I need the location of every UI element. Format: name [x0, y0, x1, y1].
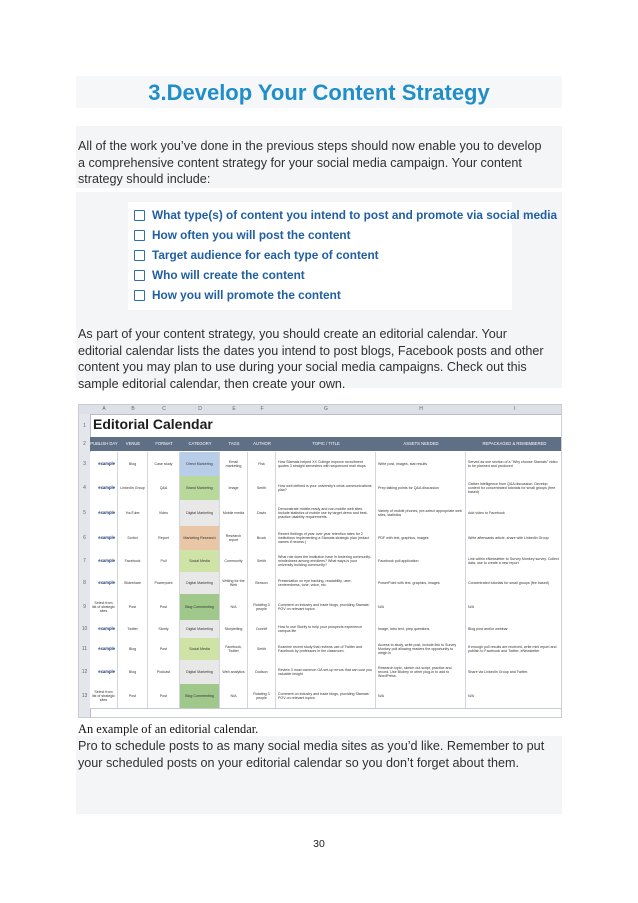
cell-format: Powerpoint: [148, 572, 180, 594]
cell-day: Select from list of strategic sites: [90, 594, 118, 620]
header-cell: FORMAT: [155, 441, 173, 446]
cell-assets: Facebook poll application: [376, 550, 466, 572]
cell-tags: Email marketing: [220, 452, 248, 476]
cell-author: Davis: [248, 500, 276, 526]
editorial-calendar-spreadsheet: [78, 404, 562, 718]
cell-venue: Blog: [118, 638, 148, 660]
column-letter: H: [419, 406, 423, 412]
cell-venue: Blog: [118, 660, 148, 684]
cell-topic: How Stamats helped XX College improve recruitment quotes 3 straight semesters with sequenced mail drops: [276, 452, 376, 476]
section-heading: 3.Develop Your Content Strategy: [76, 76, 562, 108]
row-number: 12: [81, 669, 88, 675]
cell-format: Video: [148, 500, 180, 526]
cell-tags: Community: [220, 550, 248, 572]
row-number: 8: [83, 580, 86, 586]
page-number: 30: [313, 838, 325, 850]
cell-tags: N/A: [220, 684, 248, 708]
cell-topic: How to use Storify to help your prospects experience campus life: [276, 620, 376, 638]
cell-topic: How well defined is your university's crisis communications plan?: [276, 476, 376, 500]
spreadsheet-title: Editorial Calendar: [93, 416, 213, 432]
cell-tags: Image: [220, 476, 248, 500]
column-letter: G: [324, 406, 328, 412]
cell-assets: Write post, images, stat results: [376, 452, 466, 476]
cell-assets: Prep talking points for Q&A discussion: [376, 476, 466, 500]
table-row: [90, 638, 562, 661]
cell-topic: Comment on industry and trade blogs, providing Stamats' POV on relevant topics: [276, 594, 376, 620]
table-row: [90, 684, 562, 709]
table-row: [90, 500, 562, 527]
checkbox-icon: [134, 290, 145, 301]
cell-repackaged: Share via LinkedIn Group and Twitter.: [466, 660, 562, 684]
row-number: 13: [81, 693, 88, 699]
cell-venue: Twitter: [118, 620, 148, 638]
cell-category: Digital Marketing: [180, 500, 220, 526]
header-cell: PUBLISH DAY: [90, 441, 118, 446]
cell-venue: YouTube: [118, 500, 148, 526]
row-number: 11: [81, 646, 88, 652]
cell-topic: Review 3 most common GA set-up errors that can cost you valuable insight: [276, 660, 376, 684]
row-number: 4: [83, 485, 86, 491]
cell-venue: Blog: [118, 452, 148, 476]
checklist-item-text: How you will promote the content: [152, 288, 341, 302]
cell-day: example: [90, 526, 118, 550]
cell-venue: Post: [118, 594, 148, 620]
cell-category: Social Media: [180, 550, 220, 572]
cell-venue: Scribd: [118, 526, 148, 550]
column-header-row: [79, 405, 562, 415]
editorial-paragraph: As part of your content strategy, you should create an editorial calendar. Your editorial calendar lists the dates you intend to post blogs, Facebook posts and other content you may plan to use during your social media campaigns. Check out this sample editorial calendar, then create your own.: [78, 327, 544, 391]
checklist-item: [134, 246, 379, 264]
cell-tags: Web analytics: [220, 660, 248, 684]
cell-venue: Slideshare: [118, 572, 148, 594]
cell-format: Post: [148, 684, 180, 708]
table-row: [90, 594, 562, 621]
cell-tags: Writing for the Web: [220, 572, 248, 594]
row-number: 10: [81, 626, 88, 632]
spreadsheet-header-row: [90, 437, 562, 451]
checklist-item: [134, 206, 557, 224]
cell-repackaged: Gather intelligence from Q&A discussion. Develop content for concentrated tutorials for small groups (free based): [466, 476, 562, 500]
cell-topic: Presentation on eye tracking, readability, user-centeredness, tone, voice, etc.: [276, 572, 376, 594]
checkbox-icon: [134, 270, 145, 281]
checklist-item: [134, 226, 351, 244]
cell-assets: PowerPoint with text, graphics, images: [376, 572, 466, 594]
cell-tags: Facebook, Twitter: [220, 638, 248, 660]
cell-format: Report: [148, 526, 180, 550]
cell-format: Poll: [148, 550, 180, 572]
header-cell: TOPIC / TITLE: [312, 441, 340, 446]
checklist-item-text: Who will create the content: [152, 268, 305, 282]
cell-repackaged: N/A: [466, 594, 562, 620]
checklist-item: [134, 266, 305, 284]
cell-assets: Image, intro text, prep questions: [376, 620, 466, 638]
cell-format: Podcast: [148, 660, 180, 684]
cell-assets: N/A: [376, 684, 466, 708]
cell-day: example: [90, 620, 118, 638]
cell-day: example: [90, 638, 118, 660]
cell-repackaged: N/A: [466, 684, 562, 708]
cell-format: Storify: [148, 620, 180, 638]
cell-category: Digital Marketing: [180, 620, 220, 638]
cell-assets: Variety of mobile phones, pre-select appropriate web sites, statistics: [376, 500, 466, 526]
column-letter: E: [232, 406, 236, 412]
cell-repackaged: Write afterwards article, share with LinkedIn Group: [466, 526, 562, 550]
cell-author: Smith: [248, 476, 276, 500]
header-cell: CATEGORY: [188, 441, 212, 446]
cell-assets: Research topic, sketch out script, practice and record. Use Blubrry or other plug-in to add to WordPress.: [376, 660, 466, 684]
cell-format: Post: [148, 638, 180, 660]
cell-author: Benson: [248, 572, 276, 594]
header-cell: AUTHOR: [253, 441, 271, 446]
cell-topic: Comment on industry and trade blogs, providing Stamats' POV on relevant topics: [276, 684, 376, 708]
cell-category: Marketing Research: [180, 526, 220, 550]
cell-category: Brand Marketing: [180, 476, 220, 500]
intro-paragraph: All of the work you’ve done in the previous steps should now enable you to develop a comprehensive content strategy for your social media campaign. Your content strategy should include:: [78, 139, 542, 187]
row-number: 3: [83, 461, 86, 467]
cell-venue: LinkedIn Group: [118, 476, 148, 500]
column-letter: A: [102, 406, 106, 412]
cell-topic: What role does the institution have in fostering community-mindedness among enrollees? What ways is your university building community?: [276, 550, 376, 572]
cell-tags: Research report: [220, 526, 248, 550]
cell-tags: Storytelling: [220, 620, 248, 638]
checklist-item-text: What type(s) of content you intend to post and promote via social media: [152, 208, 558, 222]
cell-topic: Examine recent study that reviews use of Twitter and Facebook by professors in the classroom.: [276, 638, 376, 660]
cell-author: Smith: [248, 550, 276, 572]
cell-format: Post: [148, 594, 180, 620]
cell-day: example: [90, 500, 118, 526]
column-letter: D: [198, 406, 202, 412]
table-row: [90, 572, 562, 595]
figure-caption: An example of an editorial calendar.: [78, 722, 259, 736]
cell-day: example: [90, 572, 118, 594]
cell-day: example: [90, 550, 118, 572]
cell-repackaged: Concentrated tutorials for small groups (fee based): [466, 572, 562, 594]
cell-day: example: [90, 660, 118, 684]
row-number: 2: [83, 441, 86, 447]
table-row: [90, 452, 562, 477]
cell-repackaged: Served as one section of a "Why choose Stamats" video to be planned and produced: [466, 452, 562, 476]
cell-author: Fisk: [248, 452, 276, 476]
table-row: [90, 660, 562, 685]
column-letter: I: [513, 406, 516, 412]
cell-author: Cunniff: [248, 620, 276, 638]
row-number: 7: [83, 558, 86, 564]
cell-author: Dodson: [248, 660, 276, 684]
cell-category: Blog Commenting: [180, 684, 220, 708]
cell-category: Digital Marketing: [180, 572, 220, 594]
checklist-item-text: How often you will post the content: [152, 228, 351, 242]
cell-venue: Facebook: [118, 550, 148, 572]
cell-author: Rotating 3 people: [248, 684, 276, 708]
cell-day: Select from list of strategic sites: [90, 684, 118, 708]
checkbox-icon: [134, 210, 145, 221]
row-number: 5: [83, 510, 86, 516]
cell-repackaged: Link within eNewsletter to Survey Monkey survey. Collect data, use to create a new report: [466, 550, 562, 572]
column-letter: C: [162, 406, 166, 412]
cell-author: Brock: [248, 526, 276, 550]
cell-author: Smith: [248, 638, 276, 660]
column-letter: B: [131, 406, 135, 412]
cell-category: Direct Marketing: [180, 452, 220, 476]
header-cell: VENUE: [125, 441, 141, 446]
header-cell: TAGS: [228, 441, 240, 446]
cell-day: example: [90, 452, 118, 476]
checklist-image: [128, 202, 558, 310]
cell-format: Q&A: [148, 476, 180, 500]
cell-author: Rotating 3 people: [248, 594, 276, 620]
cell-tags: Mobile media: [220, 500, 248, 526]
table-row: [90, 620, 562, 639]
cell-topic: Recent findings of year over year retention rates for 2 institutions implementing a Stamats strategic plan (redact names if necess.): [276, 526, 376, 550]
cell-category: Blog Commenting: [180, 594, 220, 620]
header-cell: REPACKAGED & REMEMBERED: [482, 441, 547, 446]
table-row: [90, 550, 562, 573]
cell-repackaged: If enough poll results are received, write mini report and publish to Facebook and Twitter, eNewsletter: [466, 638, 562, 660]
cell-category: Social Media: [180, 638, 220, 660]
cell-assets: Access to study, write post, include link to Survey Monkey poll allowing readers the opportunity to weigh in: [376, 638, 466, 660]
checklist-item: [134, 286, 341, 304]
cell-repackaged: Add video to Facebook: [466, 500, 562, 526]
row-number: 6: [83, 535, 86, 541]
cell-venue: Post: [118, 684, 148, 708]
column-letter: F: [260, 406, 264, 412]
cell-topic: Demonstrate mobile-ready and non-mobile web sites. Include statistics of mobile use by target demo and best-practice usability requirements.: [276, 500, 376, 526]
cell-category: Digital Marketing: [180, 660, 220, 684]
cell-tags: N/A: [220, 594, 248, 620]
cell-repackaged: Blog post and/or webinar: [466, 620, 562, 638]
cell-format: Case study: [148, 452, 180, 476]
checkbox-icon: [134, 250, 145, 261]
table-row: [90, 476, 562, 501]
checklist-item-text: Target audience for each type of content: [152, 248, 379, 262]
cell-day: example: [90, 476, 118, 500]
cell-assets: PDF with text, graphics, images: [376, 526, 466, 550]
header-cell: ASSETS NEEDED: [403, 441, 439, 446]
checkbox-icon: [134, 230, 145, 241]
closing-paragraph: Pro to schedule posts to as many social media sites as you’d like. Remember to put your scheduled posts on your editorial calendar so you don’t forget about them.: [78, 739, 545, 770]
row-number: 1: [83, 423, 86, 429]
cell-assets: N/A: [376, 594, 466, 620]
table-row: [90, 526, 562, 551]
row-number: 9: [83, 604, 86, 610]
